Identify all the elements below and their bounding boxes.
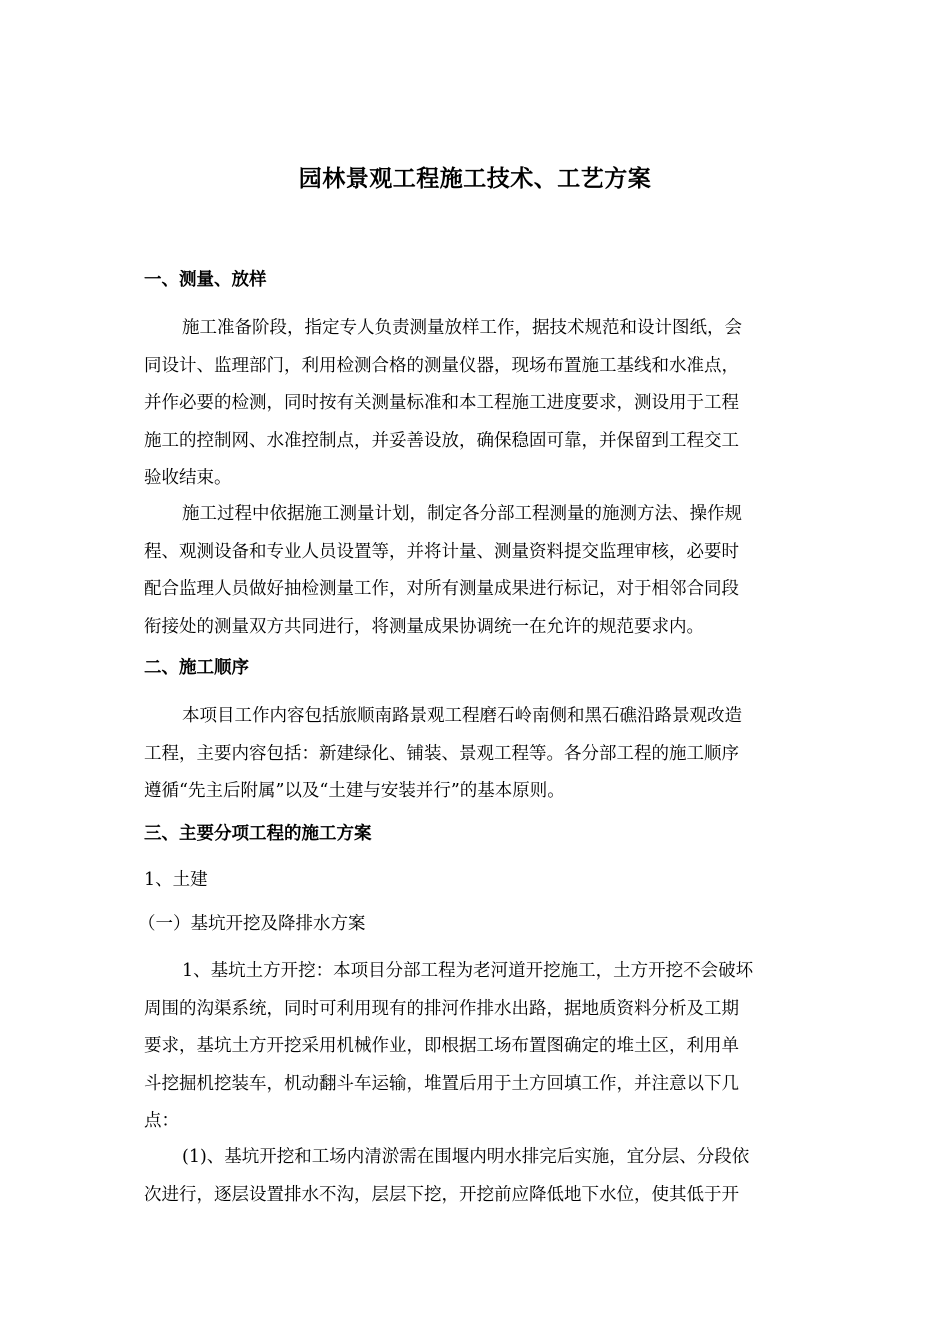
text-line: 验收结束。 <box>144 468 232 488</box>
text-line: 1、基坑土方开挖：本项目分部工程为老河道开挖施工，土方开挖不会破坏 <box>182 961 754 981</box>
text-line: (1)、基坑开挖和工场内清淤需在围堰内明水排完后实施，宜分层、分段依 <box>182 1147 750 1167</box>
text-line: 本项目工作内容包括旅顺南路景观工程磨石岭南侧和黑石礁沿路景观改造 <box>182 706 742 726</box>
paragraph <box>144 310 806 498</box>
text-line: 配合监理人员做好抽检测量工作，对所有测量成果进行标记，对于相邻合同段 <box>144 579 739 599</box>
text-line: 衔接处的测量双方共同进行，将测量成果协调统一在允许的规范要求内。 <box>144 616 704 637</box>
paragraph <box>144 496 806 646</box>
text-line: 要求，基坑土方开挖采用机械作业，即根据工场布置图确定的堆土区，利用单 <box>144 1036 739 1056</box>
section-heading-main-works: 三、主要分项工程的施工方案 <box>144 824 372 844</box>
paragraph <box>144 953 806 1141</box>
text-line: 施工的控制网、水准控制点，并妥善设放，确保稳固可靠，并保留到工程交工 <box>144 430 739 451</box>
text-line: 周围的沟渠系统，同时可利用现有的排河作排水出路，据地质资料分析及工期 <box>144 998 739 1019</box>
text-line: 施工过程中依据施工测量计划，制定各分部工程测量的施测方法、操作规 <box>182 504 742 524</box>
text-line: 点： <box>144 1111 179 1131</box>
text-line: 次进行，逐层设置排水不沟，层层下挖，开挖前应降低地下水位，使其低于开 <box>144 1184 739 1205</box>
section-heading-sequence: 二、施工顺序 <box>144 658 249 678</box>
text-line: 遵循“先主后附属”以及“土建与安装并行”的基本原则。 <box>144 781 565 801</box>
text-line: 并作必要的检测，同时按有关测量标准和本工程施工进度要求，测设用于工程 <box>144 393 739 413</box>
paragraph <box>144 698 806 811</box>
text-line: 斗挖掘机挖装车，机动翻斗车运输，堆置后用于土方回填工作，并注意以下几 <box>144 1073 739 1094</box>
paragraph <box>144 1139 806 1214</box>
subheading-excavation: （一）基坑开挖及降排水方案 <box>138 914 366 934</box>
document-title: 园林景观工程施工技术、工艺方案 <box>298 165 652 192</box>
subheading-civil: 1、土建 <box>144 870 208 890</box>
text-line: 施工准备阶段，指定专人负责测量放样工作，据技术规范和设计图纸，会 <box>182 318 742 338</box>
text-line: 程、观测设备和专业人员设置等，并将计量、测量资料提交监理审核，必要时 <box>144 541 739 562</box>
section-heading-surveying: 一、测量、放样 <box>144 270 267 290</box>
text-line: 同设计、监理部门，利用检测合格的测量仪器，现场布置施工基线和水准点， <box>144 355 739 376</box>
text-line: 工程，主要内容包括：新建绿化、铺装、景观工程等。各分部工程的施工顺序 <box>144 743 739 764</box>
